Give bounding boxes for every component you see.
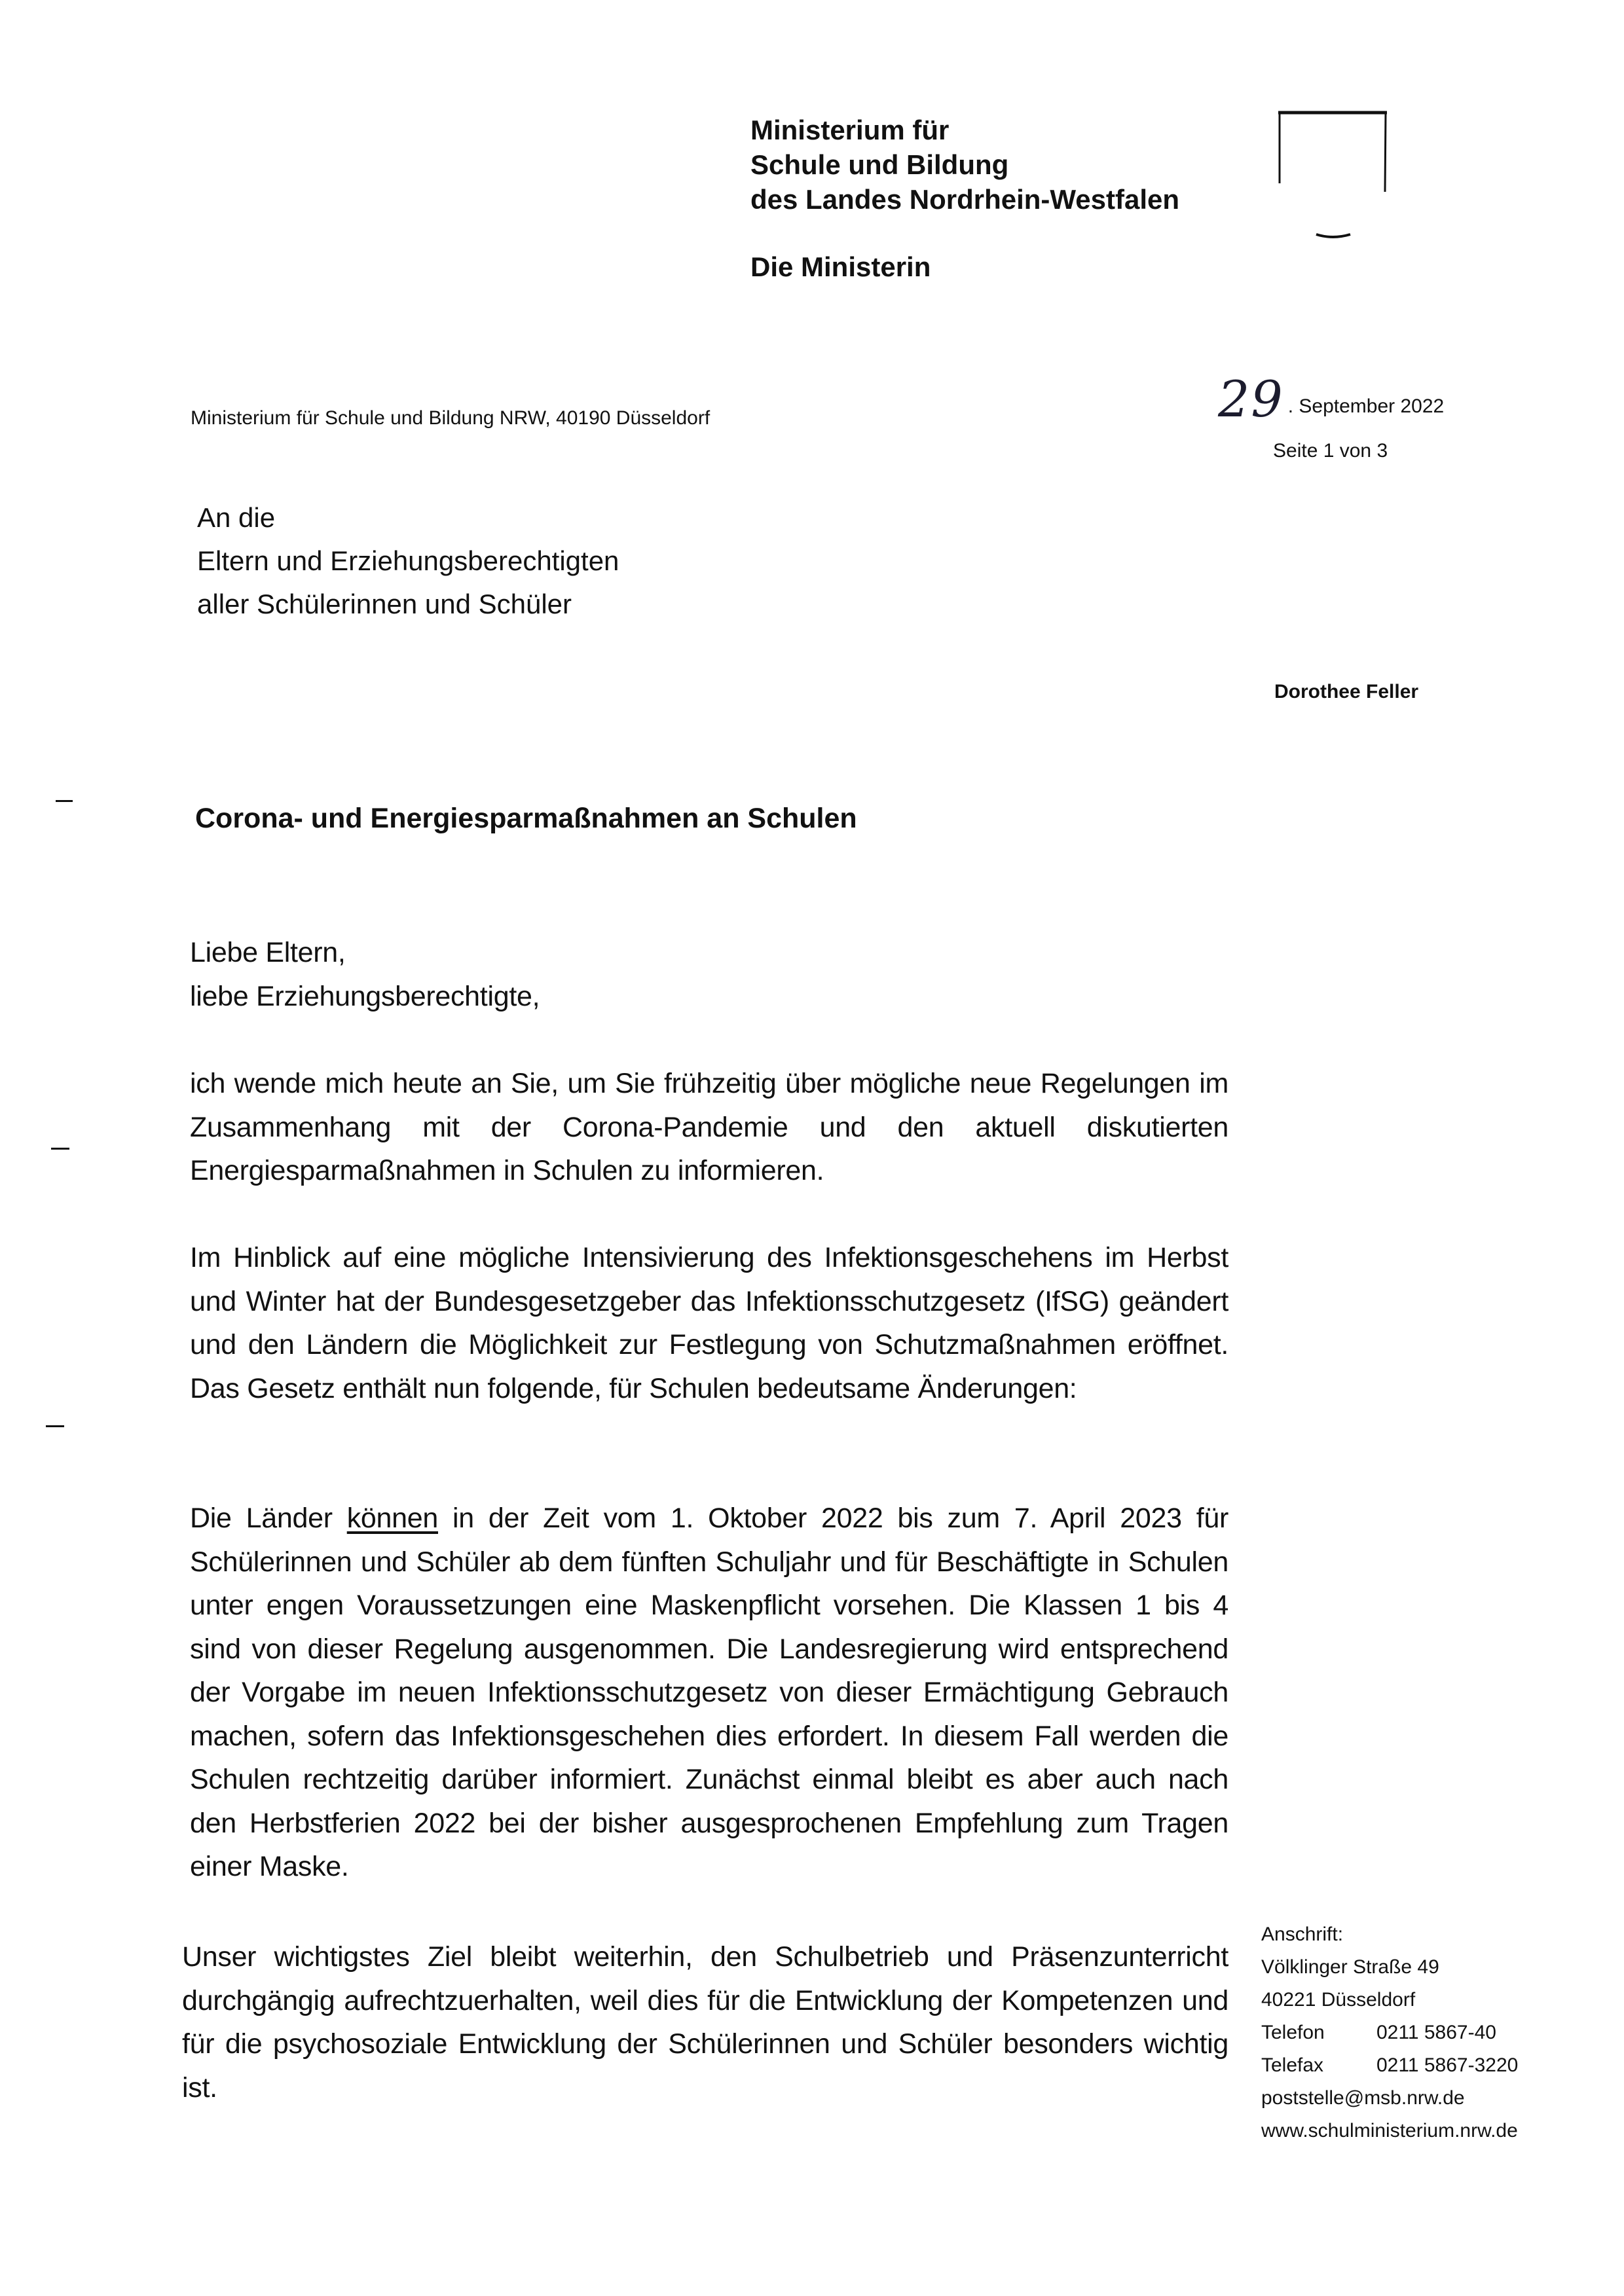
handwritten-day: 29 bbox=[1218, 370, 1284, 428]
text-run: Die Länder bbox=[190, 1503, 347, 1534]
fold-mark bbox=[51, 1148, 69, 1150]
recipient-line: aller Schülerinnen und Schüler bbox=[197, 589, 572, 619]
recipient-block bbox=[197, 496, 619, 626]
fax-number: 0211 5867-3220 bbox=[1376, 2054, 1519, 2076]
letter-subject: Corona- und Energiesparmaßnahmen an Schulen bbox=[195, 803, 857, 834]
paragraph-mask-rules bbox=[190, 1497, 1228, 1889]
phone-number: 0211 5867-40 bbox=[1376, 2022, 1496, 2043]
office-title: Die Ministerin bbox=[750, 251, 931, 282]
contact-address-block bbox=[1261, 1918, 1518, 2147]
address-street: Völklinger Straße 49 bbox=[1261, 1956, 1439, 1978]
fold-mark bbox=[56, 800, 73, 802]
recipient-line: Eltern und Erziehungsberechtigten bbox=[197, 545, 619, 576]
ministry-line: Ministerium für bbox=[750, 115, 950, 145]
ministry-line: des Landes Nordrhein-Westfalen bbox=[750, 184, 1180, 215]
paragraph-text: Unser wichtigstes Ziel bleibt weiterhin, den Schulbetrieb und Präsenzunterricht durchgängig aufrechtzuerhalten, weil dies für die Entwicklung der Kompetenzen und für die psychosoziale Entwicklung der Schülerinnen und Schüler besonders wichtig ist. bbox=[182, 1941, 1228, 2104]
salutation-line: Liebe Eltern, bbox=[190, 937, 346, 968]
salutation-line: liebe Erziehungsberechtigte, bbox=[190, 980, 540, 1012]
fold-mark bbox=[46, 1425, 64, 1427]
phone-label: Telefon bbox=[1261, 2022, 1325, 2043]
website-address: www.schulministerium.nrw.de bbox=[1261, 2120, 1518, 2141]
paragraph-goal bbox=[182, 1935, 1228, 2109]
email-address: poststelle@msb.nrw.de bbox=[1261, 2087, 1465, 2109]
letter-date bbox=[1218, 370, 1445, 428]
sender-return-address: Ministerium für Schule und Bildung NRW, 40190 Düsseldorf bbox=[191, 407, 710, 429]
ministry-name bbox=[750, 113, 1179, 217]
paragraph-ifsg bbox=[190, 1236, 1228, 1410]
paragraph-text bbox=[190, 1497, 1228, 1889]
paragraph-text: ich wende mich heute an Sie, um Sie frühzeitig über mögliche neue Regelungen im Zusammenhang mit der Corona-Pandemie und den aktuell diskutierten Energiesparmaßnahmen in Schulen zu informieren. bbox=[190, 1068, 1228, 1186]
address-heading: Anschrift: bbox=[1261, 1923, 1344, 1945]
text-run: in der Zeit vom 1. Oktober 2022 bis zum 7. April 2023 für Schülerinnen und Schüler ab dem fünften Schuljahr und für Beschäftigte in Schulen unter engen Voraussetzungen eine Maskenpflicht vorsehen. Die Klassen 1 bis 4 sind von dieser Regelung ausgenommen. Die Landesregierung wird entsprechend der Vorgabe im neuen Infektionsschutzgesetz von dieser Ermächtigung Gebrauch machen, sofern das Infektionsgeschehen dies erfordert. In diesem Fall werden die Schulen rechtzeitig darüber informiert. Zunächst einmal bleibt es aber auch nach den Herbstferien 2022 bei der bisher ausgesprochenen Empfehlung zum Tragen einer Maske. bbox=[190, 1503, 1229, 1882]
date-month-year: . September 2022 bbox=[1287, 395, 1445, 417]
fax-label: Telefax bbox=[1261, 2054, 1324, 2076]
phone-row bbox=[1261, 2016, 1518, 2049]
salutation bbox=[190, 931, 1228, 1018]
recipient-line: An die bbox=[197, 502, 276, 533]
page-indicator: Seite 1 von 3 bbox=[1273, 440, 1388, 462]
coat-of-arms-shield-icon bbox=[1277, 110, 1388, 241]
ministry-line: Schule und Bildung bbox=[750, 149, 1009, 180]
paragraph-text: Im Hinblick auf eine mögliche Intensivierung des Infektionsgeschehens im Herbst und Winter hat der Bundesgesetzgeber das Infektionsschutzgesetz (IfSG) geändert und den Ländern die Möglichkeit zur Festlegung von Schutzmaßnahmen eröffnet. Das Gesetz enthält nun folgende, für Schulen bedeutsame Änderungen: bbox=[190, 1242, 1228, 1404]
fax-row bbox=[1261, 2049, 1518, 2082]
paragraph-intro bbox=[190, 1062, 1228, 1193]
address-city: 40221 Düsseldorf bbox=[1261, 1989, 1416, 2011]
signer-name: Dorothee Feller bbox=[1274, 681, 1419, 702]
underlined-emphasis: können bbox=[346, 1503, 438, 1534]
